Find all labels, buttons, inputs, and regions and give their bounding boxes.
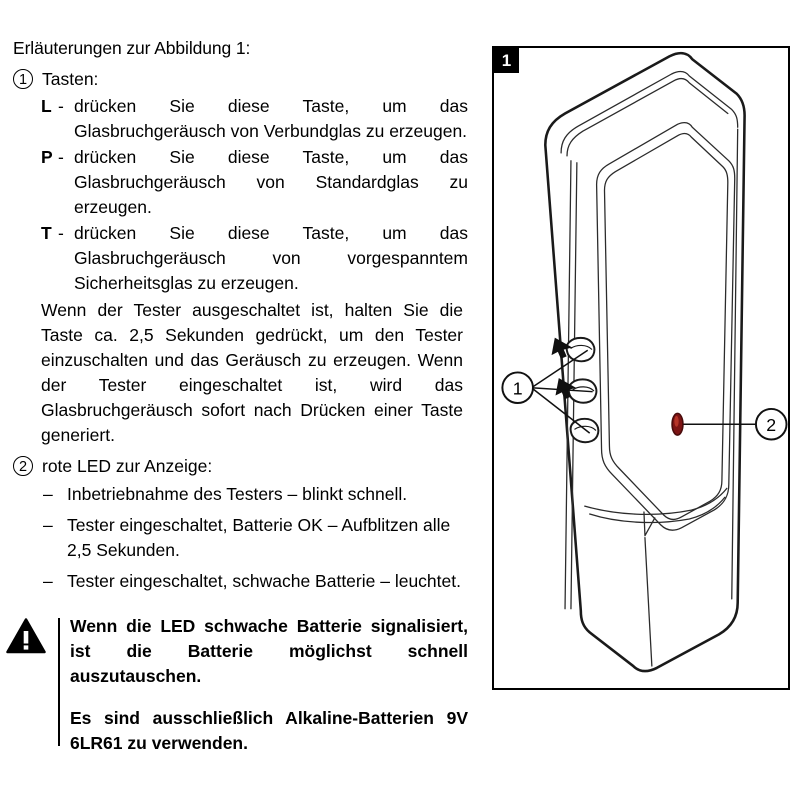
figure-callout-1 xyxy=(502,372,533,403)
section-led xyxy=(13,454,468,478)
callout-number-2: 2 xyxy=(13,456,33,476)
definition-dash-p: - xyxy=(58,147,64,167)
led-state-text-2: Tester eingeschaltet, Batterie OK – Aufblitzen alle 2,5 Sekunden. xyxy=(67,515,451,560)
section-buttons xyxy=(13,67,468,91)
list-item xyxy=(13,482,468,507)
section-led-label: rote LED zur Anzeige: xyxy=(42,456,213,476)
page-title: Erläuterungen zur Abbildung 1: xyxy=(13,38,251,58)
definition-key-t: T xyxy=(41,223,52,243)
warning-text-body xyxy=(70,614,468,756)
callout-number-1: 1 xyxy=(13,69,33,89)
figure-callout-2-label: 2 xyxy=(766,415,777,436)
definition-row-l xyxy=(13,94,468,144)
figure-number-badge: 1 xyxy=(494,48,519,73)
definition-dash-l: - xyxy=(58,96,64,116)
warning-paragraph-1: Wenn die LED schwache Batterie signalisiert, ist die Batterie möglichst schnell auszutauschen. xyxy=(70,616,468,686)
led-state-text-3: Tester eingeschaltet, schwache Batterie – leuchtet. xyxy=(67,571,461,591)
button-definition-list xyxy=(13,94,468,296)
warning-divider xyxy=(58,618,60,746)
side-button-l[interactable] xyxy=(567,338,595,361)
definition-key-p: P xyxy=(41,147,53,167)
list-item xyxy=(13,569,468,594)
explanations-text-column xyxy=(13,36,468,600)
definition-row-t xyxy=(13,221,468,296)
definition-text-p: drücken Sie diese Taste, um das Glasbruchgeräusch von Standardglas zu erzeugen. xyxy=(74,147,468,217)
red-led xyxy=(672,413,683,435)
definition-row-p xyxy=(13,145,468,220)
bullet-dash-icon: – xyxy=(43,515,53,535)
warning-block xyxy=(6,614,476,756)
glass-break-tester-illustration xyxy=(494,48,788,688)
figure-callout-1-label: 1 xyxy=(512,378,523,399)
warning-triangle-icon xyxy=(6,618,46,654)
figure-panel xyxy=(492,46,790,690)
led-state-text-1: Inbetriebnahme des Testers – blinkt schnell. xyxy=(67,484,408,504)
definition-key-l: L xyxy=(41,96,52,116)
bullet-dash-icon: – xyxy=(43,571,53,591)
device-outline xyxy=(545,53,744,671)
list-item xyxy=(13,513,468,563)
warning-paragraph-2: Es sind ausschließlich Alkaline-Batterien 9V 6LR61 zu verwenden. xyxy=(70,708,468,753)
definition-dash-t: - xyxy=(58,223,64,243)
bullet-dash-icon: – xyxy=(43,484,53,504)
led-state-list xyxy=(13,482,468,594)
figure-callout-2 xyxy=(756,409,787,440)
buttons-operation-paragraph: Wenn der Tester ausgeschaltet ist, halten Sie die Taste ca. 2,5 Sekunden gedrückt, um den Tester einzuschalten und das Geräusch zu erzeugen. Wenn der Tester eingeschaltet ist, wird das Glasbruchgeräusch sofort nach Drücken einer Taste generiert. xyxy=(41,300,463,445)
definition-text-l: drücken Sie diese Taste, um das Glasbruchgeräusch von Verbundglas zu erzeugen. xyxy=(74,96,468,141)
definition-text-t: drücken Sie diese Taste, um das Glasbruchgeräusch von vorgespanntem Sicherheitsglas zu erzeugen. xyxy=(74,223,468,293)
section-buttons-label: Tasten: xyxy=(42,69,99,89)
